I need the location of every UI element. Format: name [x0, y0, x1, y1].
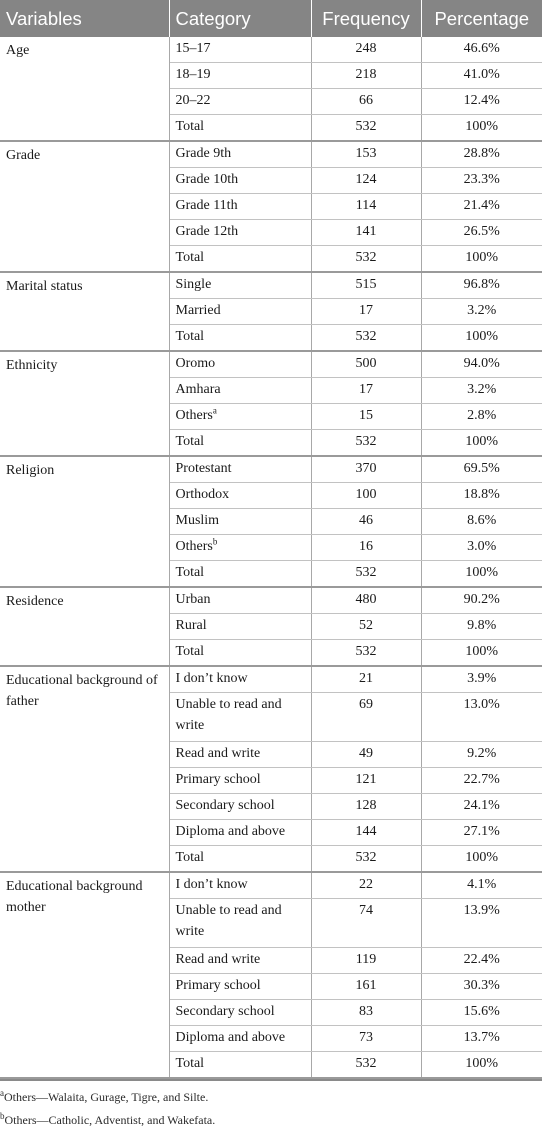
- category-cell: [169, 351, 311, 378]
- table-row: [0, 351, 542, 378]
- frequency-cell: 141: [311, 220, 421, 246]
- header-percentage: Percentage: [421, 0, 542, 37]
- frequency-cell: 69: [311, 693, 421, 742]
- category-text: I don’t know: [175, 671, 248, 686]
- category-text: Total: [175, 329, 205, 344]
- category-text: Unable to read and write: [175, 903, 282, 939]
- frequency-cell: 74: [311, 899, 421, 948]
- frequency-cell: 532: [311, 640, 421, 667]
- footnote-ref: a: [212, 405, 217, 416]
- category-cell: [169, 846, 311, 873]
- percentage-cell: 46.6%: [421, 37, 542, 63]
- percentage-cell: 22.4%: [421, 948, 542, 974]
- category-text: Orthodox: [175, 487, 230, 502]
- category-text: Grade 9th: [175, 146, 232, 161]
- percentage-cell: 94.0%: [421, 351, 542, 378]
- table-row: [0, 37, 542, 63]
- percentage-cell: 100%: [421, 325, 542, 352]
- frequency-cell: 161: [311, 974, 421, 1000]
- footnote-mark: a: [0, 1088, 4, 1098]
- category-cell: [169, 299, 311, 325]
- category-text: Total: [175, 1056, 205, 1071]
- category-text: Grade 10th: [175, 172, 239, 187]
- category-cell: [169, 742, 311, 768]
- variable-cell: Ethnicity: [0, 351, 169, 456]
- table-row: [0, 272, 542, 299]
- frequency-cell: 73: [311, 1026, 421, 1052]
- variable-cell: Residence: [0, 587, 169, 666]
- header-variables: Variables: [0, 0, 169, 37]
- category-text: Married: [175, 303, 221, 318]
- variable-cell: Religion: [0, 456, 169, 587]
- category-cell: [169, 820, 311, 846]
- frequency-cell: 532: [311, 246, 421, 273]
- header-row: [0, 0, 542, 37]
- category-text: Muslim: [175, 513, 220, 528]
- category-text: Total: [175, 850, 205, 865]
- percentage-cell: 90.2%: [421, 587, 542, 614]
- frequency-cell: 128: [311, 794, 421, 820]
- category-cell: [169, 768, 311, 794]
- category-cell: [169, 1000, 311, 1026]
- percentage-cell: 9.2%: [421, 742, 542, 768]
- category-cell: [169, 1052, 311, 1079]
- table-row: [0, 141, 542, 168]
- percentage-cell: 69.5%: [421, 456, 542, 483]
- percentage-cell: 27.1%: [421, 820, 542, 846]
- category-cell: [169, 1026, 311, 1052]
- frequency-cell: 22: [311, 872, 421, 899]
- category-cell: [169, 141, 311, 168]
- percentage-cell: 3.0%: [421, 535, 542, 561]
- footnote-a: [0, 1086, 542, 1109]
- percentage-cell: 13.9%: [421, 899, 542, 948]
- footnotes: [0, 1079, 542, 1132]
- frequency-cell: 370: [311, 456, 421, 483]
- percentage-cell: 100%: [421, 246, 542, 273]
- category-cell: [169, 115, 311, 142]
- category-cell: [169, 246, 311, 273]
- category-text: Total: [175, 565, 205, 580]
- category-cell: [169, 220, 311, 246]
- percentage-cell: 22.7%: [421, 768, 542, 794]
- variable-cell: Grade: [0, 141, 169, 272]
- frequency-cell: 218: [311, 63, 421, 89]
- header-frequency: Frequency: [311, 0, 421, 37]
- frequency-cell: 119: [311, 948, 421, 974]
- category-text: 15–17: [175, 41, 211, 56]
- frequency-cell: 17: [311, 299, 421, 325]
- frequency-cell: 49: [311, 742, 421, 768]
- category-cell: [169, 693, 311, 742]
- category-cell: [169, 89, 311, 115]
- frequency-cell: 15: [311, 404, 421, 430]
- frequency-cell: 532: [311, 325, 421, 352]
- percentage-cell: 8.6%: [421, 509, 542, 535]
- table-row: [0, 666, 542, 693]
- category-cell: [169, 378, 311, 404]
- percentage-cell: 100%: [421, 640, 542, 667]
- category-cell: [169, 640, 311, 667]
- category-cell: [169, 899, 311, 948]
- footnote-text: Others—Catholic, Adventist, and Wakefata.: [4, 1113, 216, 1127]
- percentage-cell: 3.2%: [421, 378, 542, 404]
- category-text: I don’t know: [175, 877, 248, 892]
- percentage-cell: 3.2%: [421, 299, 542, 325]
- category-text: Diploma and above: [175, 1030, 286, 1045]
- category-cell: [169, 509, 311, 535]
- category-cell: [169, 168, 311, 194]
- percentage-cell: 15.6%: [421, 1000, 542, 1026]
- variable-cell: Marital status: [0, 272, 169, 351]
- category-text: Total: [175, 250, 205, 265]
- category-cell: [169, 872, 311, 899]
- category-text: Grade 12th: [175, 224, 239, 239]
- header-category: Category: [169, 0, 311, 37]
- category-text: Secondary school: [175, 798, 275, 813]
- category-cell: [169, 974, 311, 1000]
- category-text: Secondary school: [175, 1004, 275, 1019]
- category-text: Others: [175, 408, 213, 423]
- category-text: Read and write: [175, 746, 261, 761]
- percentage-cell: 96.8%: [421, 272, 542, 299]
- percentage-cell: 4.1%: [421, 872, 542, 899]
- percentage-cell: 3.9%: [421, 666, 542, 693]
- category-text: Single: [175, 277, 212, 292]
- frequency-cell: 100: [311, 483, 421, 509]
- table-row: [0, 587, 542, 614]
- frequency-cell: 480: [311, 587, 421, 614]
- frequency-cell: 153: [311, 141, 421, 168]
- category-cell: [169, 404, 311, 430]
- category-text: Rural: [175, 618, 207, 633]
- frequency-cell: 16: [311, 535, 421, 561]
- percentage-cell: 23.3%: [421, 168, 542, 194]
- category-cell: [169, 587, 311, 614]
- percentage-cell: 28.8%: [421, 141, 542, 168]
- percentage-cell: 30.3%: [421, 974, 542, 1000]
- frequency-cell: 500: [311, 351, 421, 378]
- frequency-cell: 21: [311, 666, 421, 693]
- category-cell: [169, 666, 311, 693]
- footnote-mark: b: [0, 1111, 5, 1121]
- category-text: Total: [175, 434, 205, 449]
- category-text: Primary school: [175, 978, 261, 993]
- category-cell: [169, 483, 311, 509]
- percentage-cell: 100%: [421, 561, 542, 588]
- percentage-cell: 24.1%: [421, 794, 542, 820]
- frequency-cell: 46: [311, 509, 421, 535]
- table-header: [0, 0, 542, 37]
- frequency-cell: 121: [311, 768, 421, 794]
- frequency-cell: 17: [311, 378, 421, 404]
- percentage-cell: 100%: [421, 846, 542, 873]
- percentage-cell: 9.8%: [421, 614, 542, 640]
- frequency-cell: 52: [311, 614, 421, 640]
- percentage-cell: 13.0%: [421, 693, 542, 742]
- category-text: Oromo: [175, 356, 216, 371]
- percentage-cell: 41.0%: [421, 63, 542, 89]
- frequency-cell: 83: [311, 1000, 421, 1026]
- category-text: Primary school: [175, 772, 261, 787]
- frequency-cell: 144: [311, 820, 421, 846]
- category-cell: [169, 614, 311, 640]
- variable-cell: Educational background mother: [0, 872, 169, 1078]
- frequency-cell: 66: [311, 89, 421, 115]
- category-text: Total: [175, 644, 205, 659]
- category-text: Others: [175, 539, 213, 554]
- category-text: Diploma and above: [175, 824, 286, 839]
- percentage-cell: 18.8%: [421, 483, 542, 509]
- percentage-cell: 21.4%: [421, 194, 542, 220]
- frequency-cell: 515: [311, 272, 421, 299]
- percentage-cell: 100%: [421, 1052, 542, 1079]
- category-cell: [169, 456, 311, 483]
- percentage-cell: 100%: [421, 430, 542, 457]
- category-cell: [169, 430, 311, 457]
- category-cell: [169, 37, 311, 63]
- category-cell: [169, 194, 311, 220]
- percentage-cell: 13.7%: [421, 1026, 542, 1052]
- table-body: [0, 37, 542, 1078]
- category-text: 20–22: [175, 93, 211, 108]
- category-text: Grade 11th: [175, 198, 238, 213]
- frequency-cell: 124: [311, 168, 421, 194]
- percentage-cell: 26.5%: [421, 220, 542, 246]
- category-text: Unable to read and write: [175, 697, 282, 733]
- category-cell: [169, 794, 311, 820]
- percentage-cell: 2.8%: [421, 404, 542, 430]
- category-cell: [169, 561, 311, 588]
- category-text: Total: [175, 119, 205, 134]
- footnote-ref: b: [212, 536, 218, 547]
- category-cell: [169, 325, 311, 352]
- category-cell: [169, 63, 311, 89]
- frequency-cell: 532: [311, 430, 421, 457]
- footnote-text: Others—Walaita, Gurage, Tigre, and Silte.: [4, 1090, 209, 1104]
- category-text: Amhara: [175, 382, 221, 397]
- category-cell: [169, 535, 311, 561]
- percentage-cell: 100%: [421, 115, 542, 142]
- category-text: Protestant: [175, 461, 232, 476]
- frequency-cell: 532: [311, 1052, 421, 1079]
- frequency-cell: 114: [311, 194, 421, 220]
- frequency-cell: 532: [311, 561, 421, 588]
- category-text: 18–19: [175, 67, 211, 82]
- category-cell: [169, 948, 311, 974]
- percentage-cell: 12.4%: [421, 89, 542, 115]
- table-row: [0, 456, 542, 483]
- variable-cell: Educational background of father: [0, 666, 169, 872]
- frequency-cell: 248: [311, 37, 421, 63]
- category-text: Urban: [175, 592, 211, 607]
- category-text: Read and write: [175, 952, 261, 967]
- table-row: [0, 872, 542, 899]
- variable-cell: Age: [0, 37, 169, 141]
- footnote-b: [0, 1109, 542, 1132]
- frequency-cell: 532: [311, 115, 421, 142]
- category-cell: [169, 272, 311, 299]
- frequency-cell: 532: [311, 846, 421, 873]
